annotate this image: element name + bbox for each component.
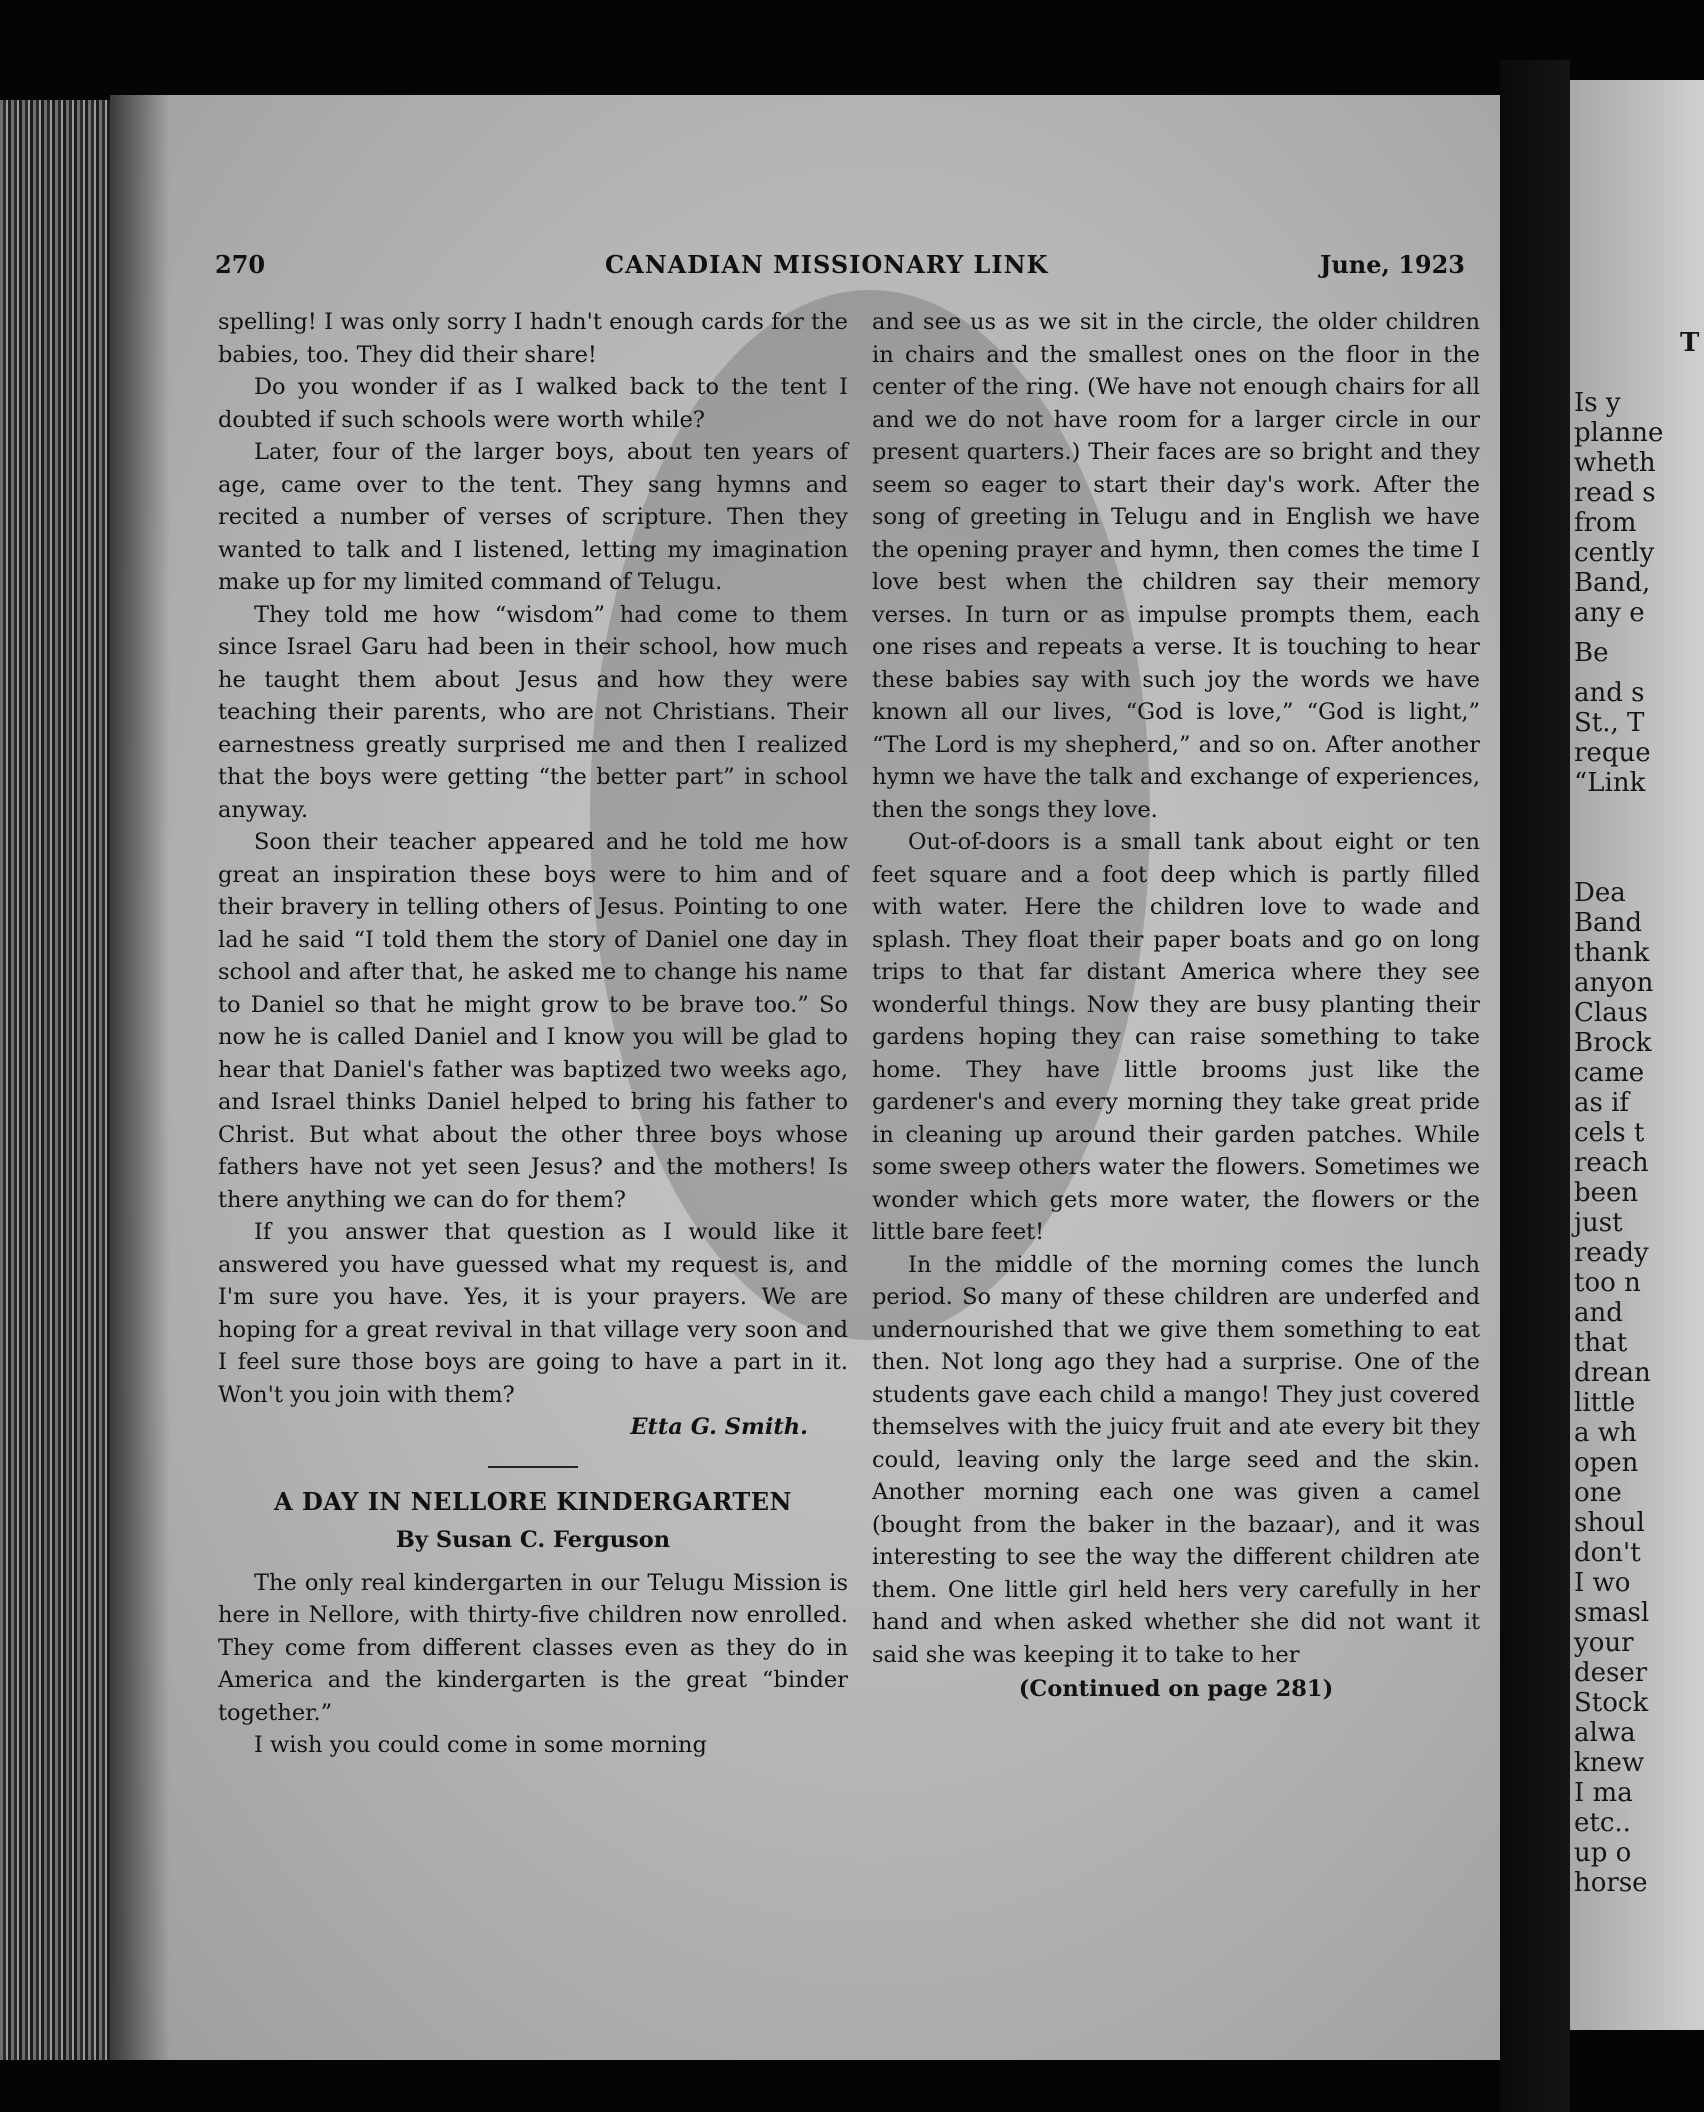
article-byline: By Susan C. Ferguson xyxy=(395,1527,671,1553)
paragraph: If you answer that question as I would like it answered you have guessed what my request is, and I'm sure you have. Yes, it is your prayers. We are hoping for a great revival in that village very soon and I feel sure those boys are going to have a part in it. Won't you join with them? xyxy=(218,1219,848,1408)
next-page-text-fragment: wheth xyxy=(1574,448,1656,478)
paragraph: In the middle of the morning comes the lunch period. So many of these children are underfed and undernourished that we give them something to eat then. Not long ago they had a surprise. One of the students gave each child a mango! They just covered themselves with the juicy fruit and ate every bit they could, leaving only the large seed and the skin. Another morning each one was given a camel (bought from the baker in the bazaar), and it was interesting to see the way the different children ate them. One little girl held hers very carefully in her hand and when asked whether she did not want it said she was keeping it to take to her xyxy=(872,1251,1480,1668)
next-page-text-fragment: and s xyxy=(1574,678,1645,708)
next-page-text-fragment: as if xyxy=(1574,1088,1630,1118)
next-page-text-fragment: cently xyxy=(1574,538,1655,568)
next-page-text-fragment: came xyxy=(1574,1058,1645,1088)
next-page-text-fragment: don't xyxy=(1574,1538,1641,1568)
next-page-text-fragment: been xyxy=(1574,1178,1639,1208)
next-page-text-fragment: shoul xyxy=(1574,1508,1645,1538)
next-page xyxy=(1570,80,1704,2030)
next-page-text-fragment: thank xyxy=(1574,938,1650,968)
page-number: 270 xyxy=(215,250,266,279)
paragraph: Out-of-doors is a small tank about eight or ten feet square and a foot deep which is partly filled with water. Here the children love to wade and splash. They float their paper boats and go on long trips to that far distant America where they see wonderful things. Now they are busy planting their gardens hoping they can raise something to take home. They have little brooms just like the gardener's and every morning they take great pride in cleaning up around their garden patches. While some sweep others water the flowers. Sometimes we wonder which gets more water, the flowers or the little bare feet! xyxy=(872,829,1480,1245)
next-page-text-fragment: knew xyxy=(1574,1748,1645,1778)
next-page-text-fragment: “Link xyxy=(1574,768,1646,798)
next-page-text-fragment: Stock xyxy=(1574,1688,1649,1718)
next-page-text-fragment: Is y xyxy=(1574,388,1621,418)
next-page-text-fragment: Band, xyxy=(1574,568,1651,598)
book-page-edges xyxy=(0,100,110,2060)
next-page-text-fragment: reque xyxy=(1574,738,1651,768)
next-page-text-fragment: etc.. xyxy=(1574,1808,1631,1838)
next-page-text-fragment: Brock xyxy=(1574,1028,1652,1058)
next-page-text-fragment: St., T xyxy=(1574,708,1645,738)
next-page-text-fragment: smasl xyxy=(1574,1598,1650,1628)
next-page-text-fragment: I ma xyxy=(1574,1778,1633,1808)
section-divider xyxy=(488,1466,578,1468)
next-page-text-fragment: anyon xyxy=(1574,968,1654,998)
next-page-text-fragment: read s xyxy=(1574,478,1656,508)
next-page-text-fragment: reach xyxy=(1574,1148,1649,1178)
paragraph: Do you wonder if as I walked back to the tent I doubted if such schools were worth while? xyxy=(218,374,848,433)
next-page-text-fragment: a wh xyxy=(1574,1418,1637,1448)
next-page-text-fragment: any e xyxy=(1574,598,1645,628)
book-gutter xyxy=(1500,60,1570,2112)
paragraph: spelling! I was only sorry I hadn't enough cards for the babies, too. They did their share! xyxy=(218,309,848,368)
next-page-text-fragment: planne xyxy=(1574,418,1664,448)
next-page-text-fragment: cels t xyxy=(1574,1118,1645,1148)
next-page-text-fragment: alwa xyxy=(1574,1718,1636,1748)
continued-note: (Continued on page 281) xyxy=(1018,1676,1334,1702)
next-page-text-fragment: too n xyxy=(1574,1268,1641,1298)
issue-date: June, 1923 xyxy=(1319,250,1465,279)
signature: Etta G. Smith. xyxy=(630,1414,808,1440)
paragraph: The only real kindergarten in our Telugu Mission is here in Nellore, with thirty-five children now enrolled. They come from different classes even as they do in America and the kindergarten is the great “binder together.” xyxy=(218,1569,848,1726)
publication-title: CANADIAN MISSIONARY LINK xyxy=(605,250,1049,279)
next-page-text-fragment: ready xyxy=(1574,1238,1649,1268)
next-page-text-fragment: open xyxy=(1574,1448,1639,1478)
article-title: A DAY IN NELLORE KINDERGARTEN xyxy=(273,1486,792,1516)
next-page-text-fragment: horse xyxy=(1574,1868,1648,1898)
paragraph: I wish you could come in some morning xyxy=(254,1732,707,1758)
paragraph: and see us as we sit in the circle, the older children in chairs and the smallest ones on the floor in the center of the ring. (We have not enough chairs for all and we do not have room for a larger circle in our present quarters.) Their faces are so bright and they seem so eager to start their day's work. After the song of greeting in Telugu and in English we have the opening prayer and hymn, then comes the time I love best when the children say their memory verses. In turn or as impulse prompts them, each one rises and repeats a verse. It is touching to hear these babies say with such joy the words we have known all our lives, “God is love,” “God is light,” “The Lord is my shepherd,” and so on. After another hymn we have the talk and exchange of experiences, then the songs they love. xyxy=(872,309,1480,823)
next-page-text-fragment: one xyxy=(1574,1478,1622,1508)
next-page-text-fragment: and xyxy=(1574,1298,1623,1328)
page-shadow xyxy=(110,95,170,2060)
next-page-text-fragment: that xyxy=(1574,1328,1628,1358)
next-page-text-fragment: Dea xyxy=(1574,878,1626,908)
next-page-text-fragment: your xyxy=(1574,1628,1634,1658)
next-page-text-fragment: up o xyxy=(1574,1838,1632,1868)
next-page-text-fragment: Be xyxy=(1574,638,1609,668)
next-page-text-fragment: drean xyxy=(1574,1358,1651,1388)
next-page-text-fragment: deser xyxy=(1574,1658,1648,1688)
left-column xyxy=(218,306,848,1762)
next-page-text-fragment: Band xyxy=(1574,908,1642,938)
next-page-text-fragment: Claus xyxy=(1574,998,1648,1028)
paragraph: Later, four of the larger boys, about ten years of age, came over to the tent. They sang hymns and recited a number of verses of scripture. Then they wanted to talk and I listened, letting my imagination make up for my limited command of Telugu. xyxy=(218,439,848,595)
right-column xyxy=(872,306,1480,1706)
next-page-text-fragment: little xyxy=(1574,1388,1636,1418)
page-header xyxy=(215,250,1465,290)
next-page-text-fragment: from xyxy=(1574,508,1637,538)
next-page-text-fragment: just xyxy=(1574,1208,1623,1238)
paragraph: They told me how “wisdom” had come to them since Israel Garu had been in their school, how much he taught them about Jesus and how they were teaching their parents, who are not Christians. Their earnestness greatly surprised me and then I realized that the boys were getting “the better part” in school anyway. xyxy=(218,601,848,823)
next-page-text-fragment: I wo xyxy=(1574,1568,1631,1598)
paragraph: Soon their teacher appeared and he told me how great an inspiration these boys were to him and of their bravery in telling others of Jesus. Pointing to one lad he said “I told them the story of Daniel one day in school and after that, he asked me to change his name to Daniel so that he might grow to be brave too.” So now he is called Daniel and I know you will be glad to hear that Daniel's father was baptized two weeks ago, and Israel thinks Daniel helped to bring his father to Christ. But what about the other three boys whose fathers have not yet seen Jesus? and the mothers! Is there anything we can do for them? xyxy=(218,829,848,1213)
next-page-text-fragment: T xyxy=(1680,328,1700,358)
